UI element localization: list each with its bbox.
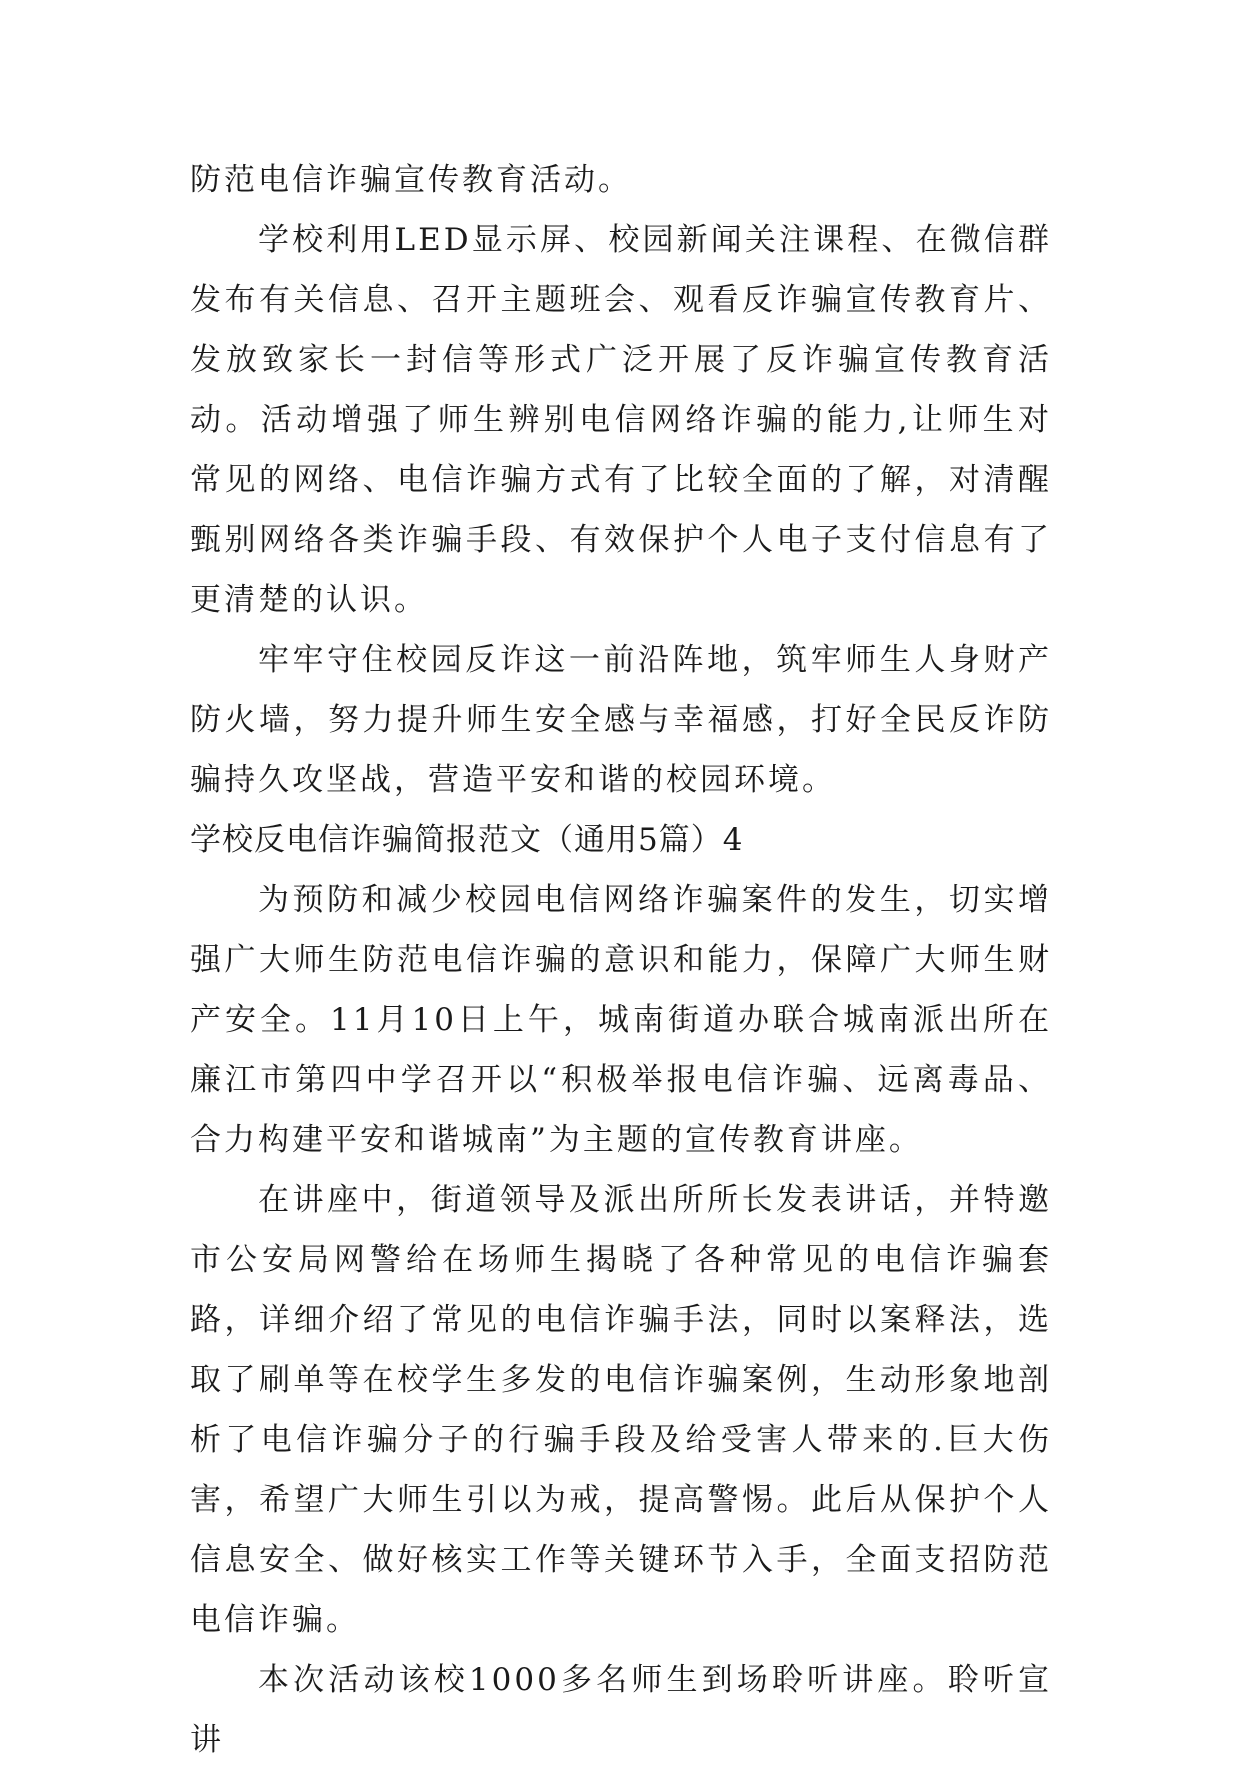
section-heading: 学校反电信诈骗简报范文（通用5篇）4 [190,822,744,858]
paragraph-4: 为预防和减少校园电信网络诈骗案件的发生，切实增强广大师生防范电信诈骗的意识和能力，保障广大师生财产安全。11月10日上午，城南街道办联合城南派出所在廉江市第四中学召开以“积极举报电信诈骗、远离毒品、合力构建平安和谐城南”为主题的宣传教育讲座。 [190,882,1052,1158]
paragraph-3: 牢牢守住校园反诈这一前沿阵地，筑牢师生人身财产防火墙，努力提升师生安全感与幸福感，打好全民反诈防骗持久攻坚战，营造平安和谐的校园环境。 [190,642,1052,798]
paragraph-1: 防范电信诈骗宣传教育活动。 [190,162,632,198]
paragraph-6: 本次活动该校1000多名师生到场聆听讲座。聆听宣讲 [190,1662,1052,1758]
paragraph-5: 在讲座中，街道领导及派出所所长发表讲话，并特邀市公安局网警给在场师生揭晓了各种常见的电信诈骗套路，详细介绍了常见的电信诈骗手法，同时以案释法，选取了刷单等在校学生多发的电信诈骗案例，生动形象地剖析了电信诈骗分子的行骗手段及给受害人带来的.巨大伤害，希望广大师生引以为戒，提高警惕。此后从保护个人信息安全、做好核实工作等关键环节入手，全面支招防范电信诈骗。 [190,1182,1052,1638]
paragraph-2: 学校利用LED显示屏、校园新闻关注课程、在微信群发布有关信息、召开主题班会、观看反诈骗宣传教育片、发放致家长一封信等形式广泛开展了反诈骗宣传教育活动。活动增强了师生辨别电信网络诈骗的能力,让师生对常见的网络、电信诈骗方式有了比较全面的了解，对清醒甄别网络各类诈骗手段、有效保护个人电子支付信息有了更清楚的认识。 [190,222,1052,618]
document-body [190,150,1052,1770]
